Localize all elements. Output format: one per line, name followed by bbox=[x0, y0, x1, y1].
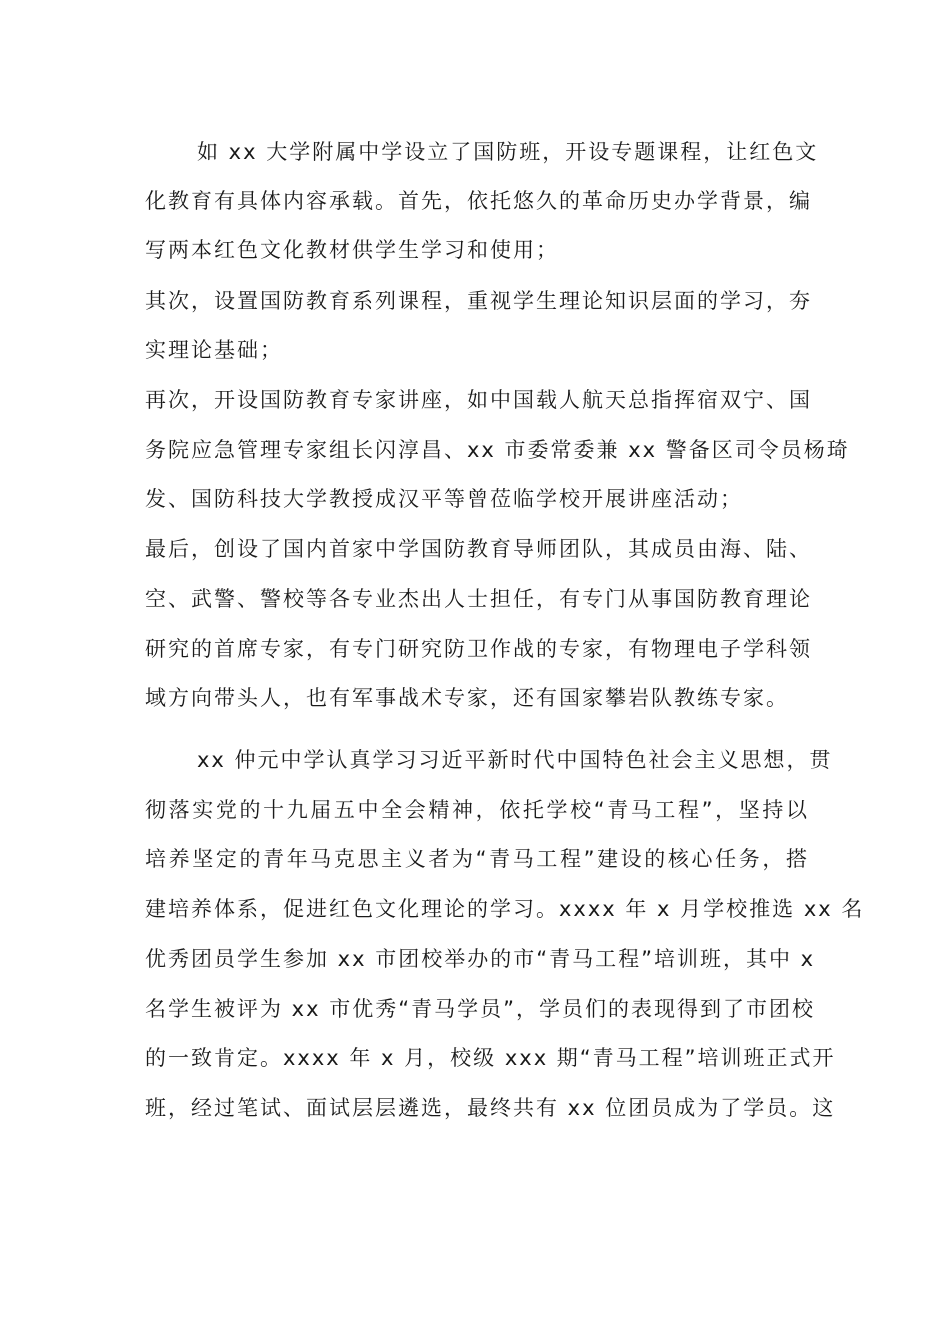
paragraph-3-line-2: 务院应急管理专家组长闪淳昌、xx 市委常委兼 xx 警备区司令员杨琦 bbox=[145, 438, 850, 462]
paragraph-3-line-1: 再次，开设国防教育专家讲座，如中国载人航天总指挥宿双宁、国 bbox=[145, 388, 812, 412]
paragraph-5-line-1: xx 仲元中学认真学习习近平新时代中国特色社会主义思想，贯 bbox=[197, 748, 833, 772]
paragraph-4-line-1: 最后，创设了国内首家中学国防教育导师团队，其成员由海、陆、 bbox=[145, 537, 812, 561]
paragraph-1-line-1: 如 xx 大学附属中学设立了国防班，开设专题课程，让红色文 bbox=[197, 140, 819, 164]
paragraph-5-line-8: 班，经过笔试、面试层层遴选，最终共有 xx 位团员成为了学员。这 bbox=[145, 1096, 836, 1120]
paragraph-5-line-3: 培养坚定的青年马克思主义者为“青马工程”建设的核心任务，搭 bbox=[145, 847, 809, 871]
paragraph-2-line-2: 实理论基础； bbox=[145, 338, 283, 362]
paragraph-3-line-3: 发、国防科技大学教授成汉平等曾莅临学校开展讲座活动； bbox=[145, 487, 743, 511]
paragraph-1-line-3: 写两本红色文化教材供学生学习和使用； bbox=[145, 238, 559, 262]
paragraph-5-line-4: 建培养体系，促进红色文化理论的学习。xxxx 年 x 月学校推选 xx 名 bbox=[145, 897, 865, 921]
paragraph-5-line-5: 优秀团员学生参加 xx 市团校举办的市“青马工程”培训班，其中 x bbox=[145, 947, 816, 971]
paragraph-5-line-6: 名学生被评为 xx 市优秀“青马学员”，学员们的表现得到了市团校 bbox=[145, 997, 815, 1021]
paragraph-5-line-2: 彻落实党的十九届五中全会精神，依托学校“青马工程”，坚持以 bbox=[145, 798, 809, 822]
paragraph-1-line-2: 化教育有具体内容承载。首先，依托悠久的革命历史办学背景，编 bbox=[145, 189, 812, 213]
paragraph-4-line-2: 空、武警、警校等各专业杰出人士担任，有专门从事国防教育理论 bbox=[145, 587, 812, 611]
paragraph-4-line-4: 域方向带头人，也有军事战术专家，还有国家攀岩队教练专家。 bbox=[145, 686, 789, 710]
paragraph-5-line-7: 的一致肯定。xxxx 年 x 月，校级 xxx 期“青马工程”培训班正式开 bbox=[145, 1046, 836, 1070]
paragraph-4-line-3: 研究的首席专家，有专门研究防卫作战的专家，有物理电子学科领 bbox=[145, 637, 812, 661]
paragraph-2-line-1: 其次，设置国防教育系列课程，重视学生理论知识层面的学习，夯 bbox=[145, 289, 812, 313]
